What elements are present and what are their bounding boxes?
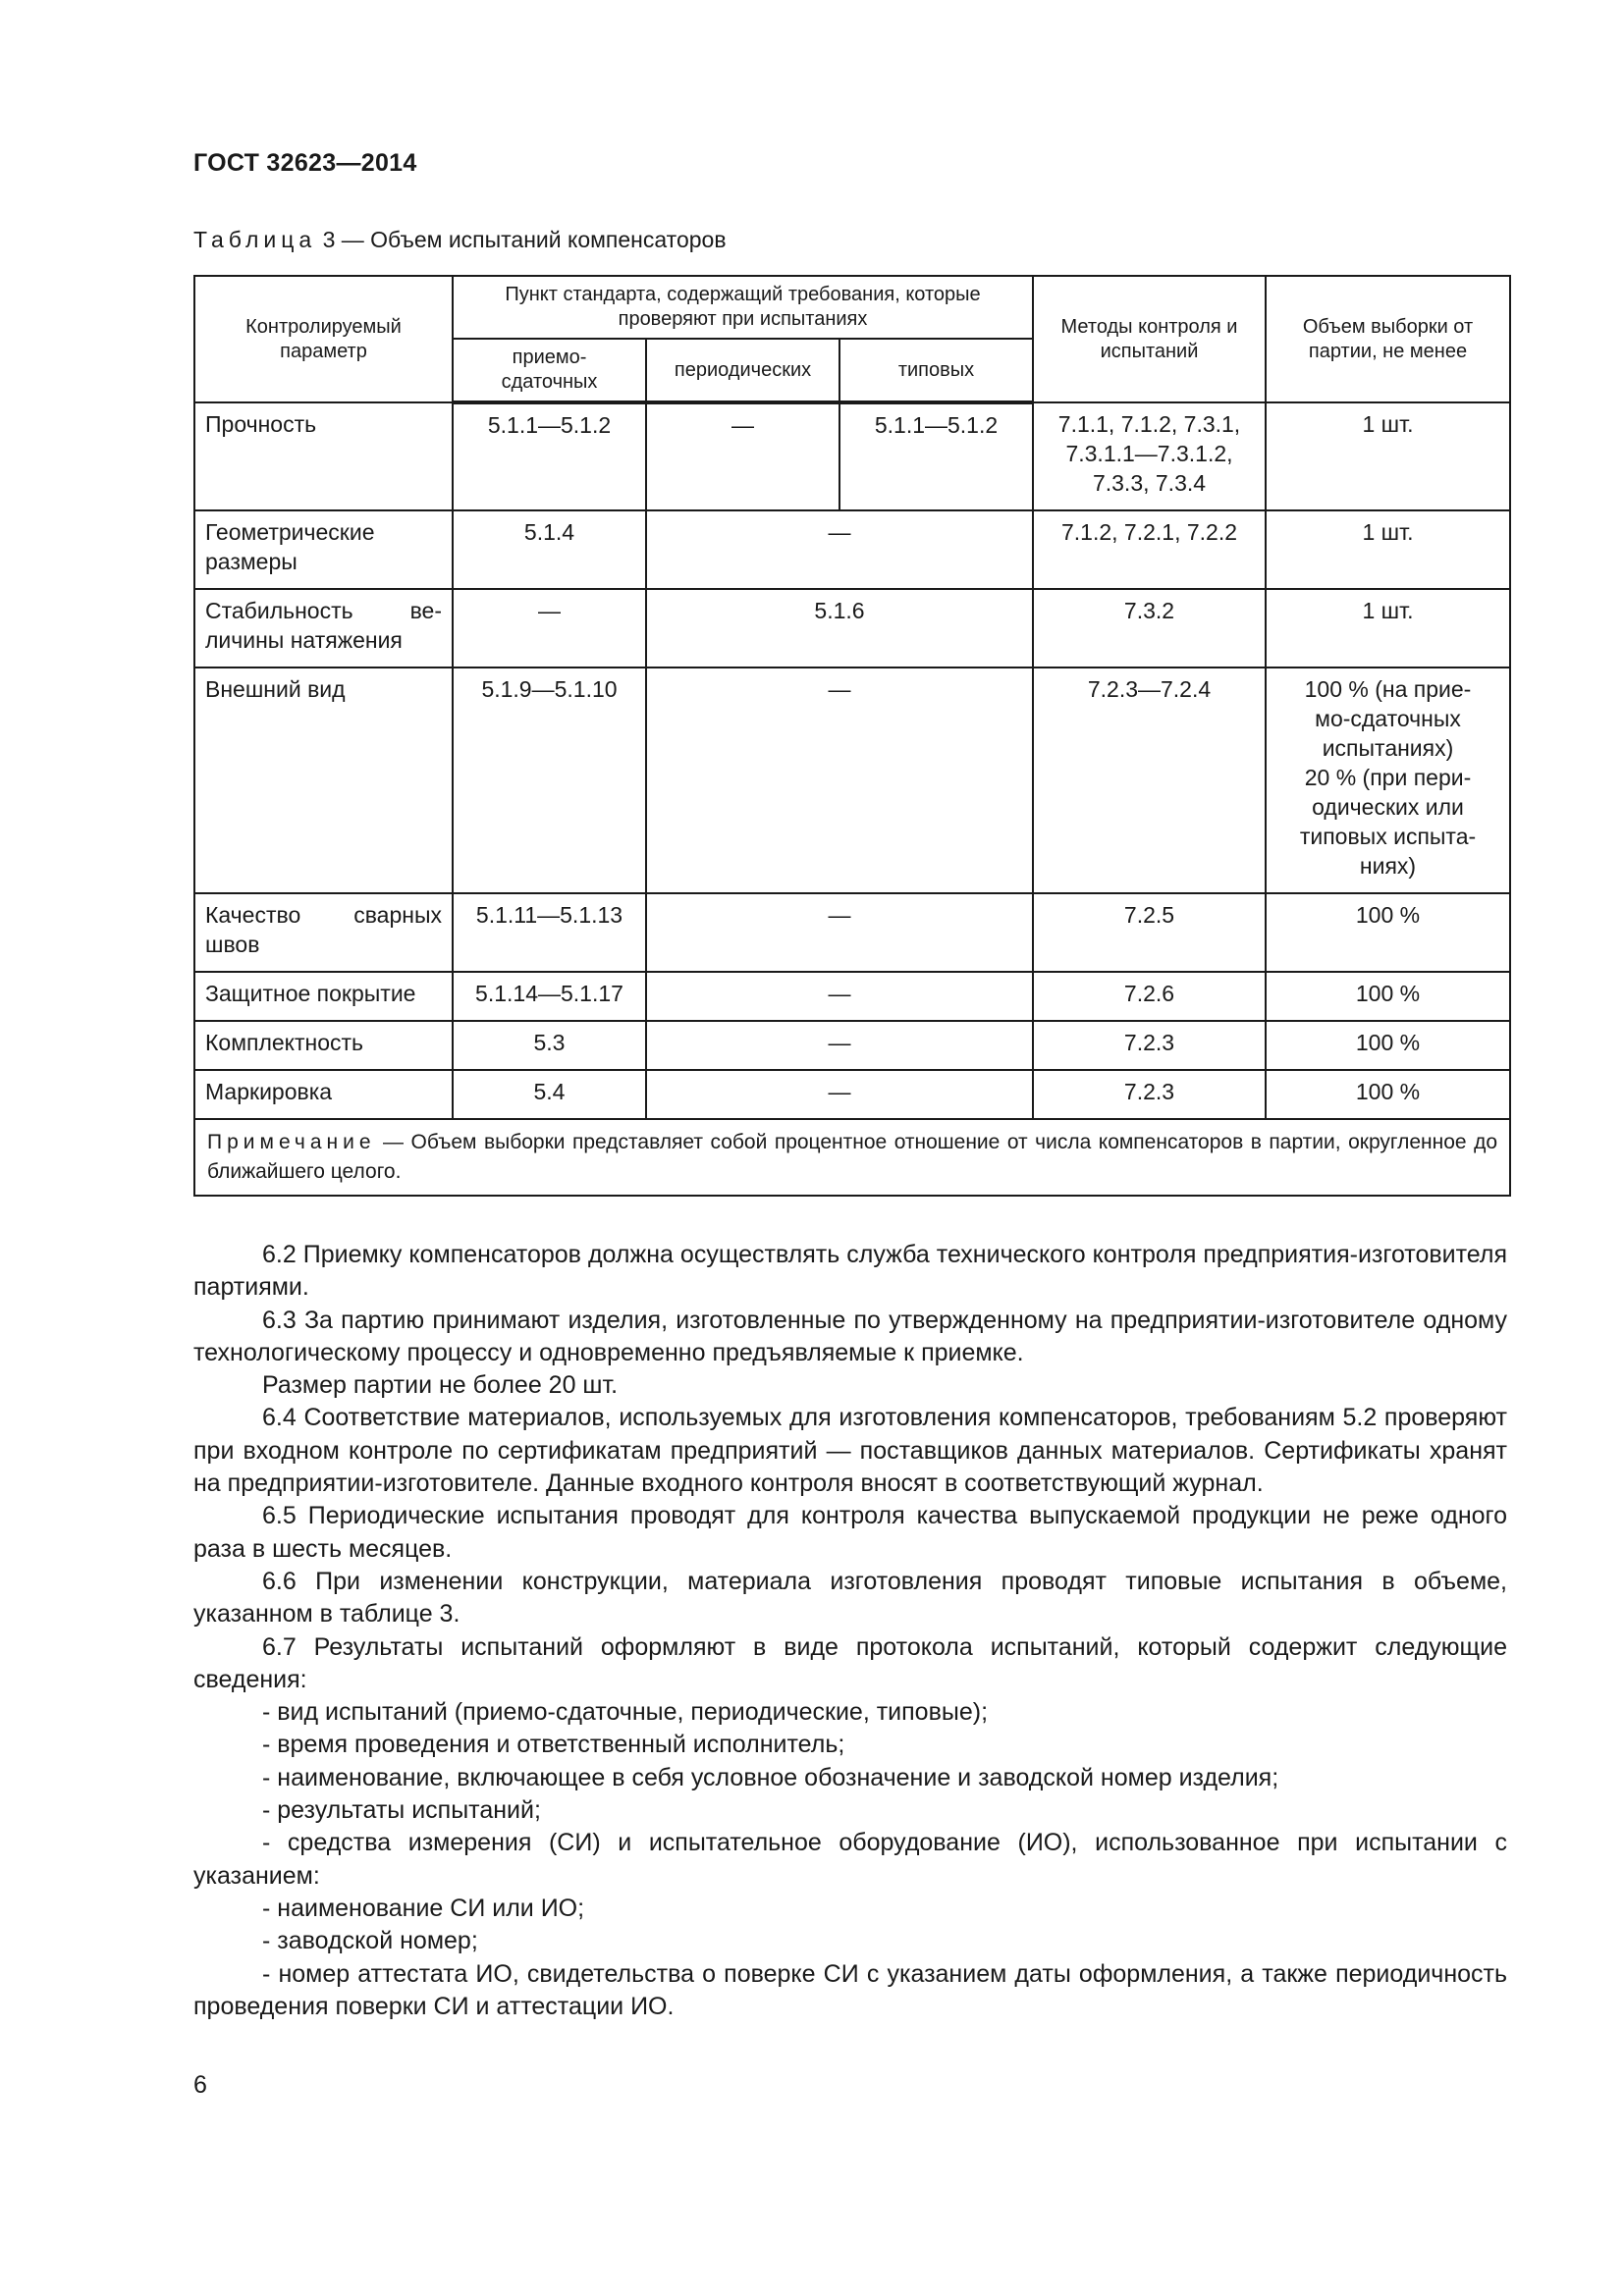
row-sample: 1 шт. bbox=[1266, 510, 1510, 589]
list-item: - заводской номер; bbox=[262, 1927, 478, 1955]
row-param bbox=[194, 510, 453, 589]
table-caption-label: Таблица bbox=[193, 227, 317, 252]
paragraph: 6.2 Приемку компенсаторов должна осуществлять служба технического контроля предприятия-изготовителя партиями. bbox=[193, 1241, 1507, 1302]
paragraph: 6.3 За партию принимают изделия, изготовленные по утвержденному на предприятии-изготовителе одному технологическому процессу и одновременно предъявляемые к приемке. bbox=[193, 1306, 1507, 1366]
row-param-line: Стабильность ве- bbox=[205, 598, 442, 623]
row-acceptance: 5.1.14—5.1.17 bbox=[453, 972, 646, 1021]
list-item: - время проведения и ответственный исполнитель; bbox=[262, 1731, 845, 1759]
document-header: ГОСТ 32623—2014 bbox=[193, 149, 417, 177]
row-methods: 7.3.2 bbox=[1033, 589, 1266, 667]
row-merged: — bbox=[646, 510, 1033, 589]
list-item: - наименование СИ или ИО; bbox=[262, 1894, 585, 1922]
row-methods: 7.2.5 bbox=[1033, 893, 1266, 972]
row-acceptance: 5.1.9—5.1.10 bbox=[453, 667, 646, 893]
header-methods: Методы контроля и испытаний bbox=[1033, 276, 1266, 402]
paragraph: 6.6 При изменении конструкции, материала изготовления проводят типовые испытания в объеме, указанном в таблице 3. bbox=[193, 1567, 1507, 1629]
row-param bbox=[194, 893, 453, 972]
header-acceptance: приемо- сдаточных bbox=[453, 339, 646, 402]
row-methods: 7.2.3 bbox=[1033, 1021, 1266, 1070]
table-caption bbox=[193, 227, 727, 253]
table-note bbox=[194, 1119, 1510, 1196]
row-sample: 100 % bbox=[1266, 893, 1510, 972]
note-text: — Объем выборки представляет собой процентное отношение от числа компенсаторов в партии, округленное до ближайшего целого. bbox=[207, 1131, 1497, 1183]
row-acceptance: 5.4 bbox=[453, 1070, 646, 1119]
table-row bbox=[194, 893, 1510, 972]
header-group: Пункт стандарта, содержащий требования, которые проверяют при испытаниях bbox=[453, 276, 1033, 339]
page-number: 6 bbox=[193, 2071, 207, 2099]
row-merged: — bbox=[646, 1021, 1033, 1070]
row-param-line: швов bbox=[205, 932, 260, 957]
row-sample: 100 % bbox=[1266, 972, 1510, 1021]
row-param: Внешний вид bbox=[194, 667, 453, 893]
list-item: - наименование, включающее в себя условное обозначение и заводской номер изделия; bbox=[262, 1763, 1279, 1791]
tests-scope-table bbox=[193, 275, 1511, 1197]
row-param-line: размеры bbox=[205, 549, 298, 574]
table-caption-text: 3 — Объем испытаний компенсаторов bbox=[322, 227, 727, 252]
row-param bbox=[194, 589, 453, 667]
paragraph: 6.5 Периодические испытания проводят для контроля качества выпускаемой продукции не реже одного раза в шесть месяцев. bbox=[193, 1502, 1507, 1563]
row-methods: 7.1.2, 7.2.1, 7.2.2 bbox=[1033, 510, 1266, 589]
row-type: 5.1.1—5.1.2 bbox=[839, 402, 1033, 510]
row-merged: — bbox=[646, 972, 1033, 1021]
row-merged: — bbox=[646, 1070, 1033, 1119]
table-row bbox=[194, 510, 1510, 589]
row-param-line: Геометрические bbox=[205, 519, 375, 545]
row-param: Комплектность bbox=[194, 1021, 453, 1070]
body-text bbox=[193, 1239, 1507, 2023]
row-methods: 7.2.3—7.2.4 bbox=[1033, 667, 1266, 893]
row-acceptance: 5.1.11—5.1.13 bbox=[453, 893, 646, 972]
row-param: Маркировка bbox=[194, 1070, 453, 1119]
list-item: - результаты испытаний; bbox=[262, 1796, 541, 1825]
row-acceptance: 5.1.4 bbox=[453, 510, 646, 589]
paragraph: 6.7 Результаты испытаний оформляют в виде протокола испытаний, который содержит следующие сведения: bbox=[193, 1632, 1507, 1693]
list-item: - средства измерения (СИ) и испытательное оборудование (ИО), использованное при испытании с указанием: bbox=[193, 1829, 1507, 1890]
table-row bbox=[194, 589, 1510, 667]
row-periodic: — bbox=[646, 402, 839, 510]
header-sample: Объем выборки от партии, не менее bbox=[1266, 276, 1510, 402]
table-header-row-1 bbox=[194, 276, 1510, 339]
note-label: Примечание bbox=[207, 1131, 376, 1153]
list-item: - вид испытаний (приемо-сдаточные, периодические, типовые); bbox=[262, 1698, 989, 1727]
header-type: типовых bbox=[839, 339, 1033, 402]
row-param-line: личины натяжения bbox=[205, 627, 403, 653]
row-param: Защитное покрытие bbox=[194, 972, 453, 1021]
row-acceptance: — bbox=[453, 589, 646, 667]
row-param-line: Качество сварных bbox=[205, 902, 442, 928]
row-sample: 100 % (на прие- мо-сдаточных испытаниях) 20 % (при пери- одических или типовых испыта- ниях) bbox=[1266, 667, 1510, 893]
row-merged: 5.1.6 bbox=[646, 589, 1033, 667]
paragraph: Размер партии не более 20 шт. bbox=[262, 1371, 619, 1400]
row-methods: 7.2.6 bbox=[1033, 972, 1266, 1021]
row-sample: 100 % bbox=[1266, 1070, 1510, 1119]
row-sample: 1 шт. bbox=[1266, 402, 1510, 510]
table-row bbox=[194, 1021, 1510, 1070]
row-methods: 7.1.1, 7.1.2, 7.3.1, 7.3.1.1—7.3.1.2, 7.3.3, 7.3.4 bbox=[1033, 402, 1266, 510]
table-row bbox=[194, 667, 1510, 893]
header-periodic: периодических bbox=[646, 339, 839, 402]
list-item: - номер аттестата ИО, свидетельства о поверке СИ с указанием даты оформления, а также периодичность проведения поверки СИ и аттестации ИО. bbox=[193, 1959, 1507, 2020]
row-methods: 7.2.3 bbox=[1033, 1070, 1266, 1119]
row-sample: 100 % bbox=[1266, 1021, 1510, 1070]
header-param: Контролируемый параметр bbox=[194, 276, 453, 402]
row-sample: 1 шт. bbox=[1266, 589, 1510, 667]
row-acceptance: 5.3 bbox=[453, 1021, 646, 1070]
row-merged: — bbox=[646, 893, 1033, 972]
table-row bbox=[194, 402, 1510, 510]
row-param: Прочность bbox=[194, 402, 453, 510]
paragraph: 6.4 Соответствие материалов, используемых для изготовления компенсаторов, требованиям 5.2 проверяют при входном контроле по сертификатам предприятий — поставщиков данных материалов. Сертификаты хранят на предприятии-изготовителе. Данные входного контроля вносят в соответствующий журнал. bbox=[193, 1404, 1507, 1498]
row-acceptance: 5.1.1—5.1.2 bbox=[453, 402, 646, 510]
table-note-row bbox=[194, 1119, 1510, 1196]
row-merged: — bbox=[646, 667, 1033, 893]
table-row bbox=[194, 972, 1510, 1021]
table-row bbox=[194, 1070, 1510, 1119]
